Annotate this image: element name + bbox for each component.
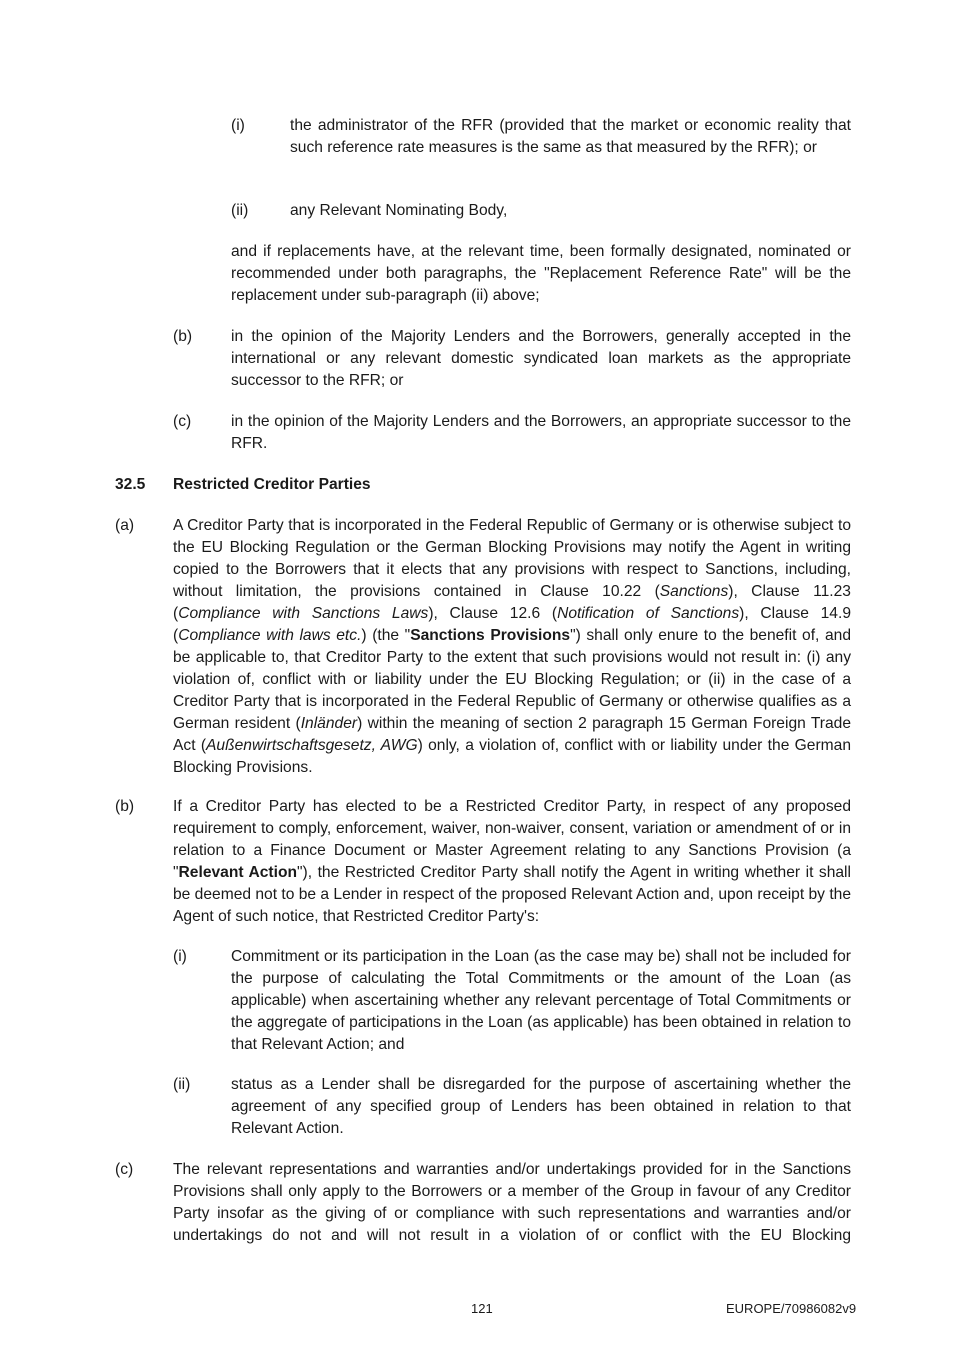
document-reference: EUROPE/70986082v9 bbox=[726, 1301, 857, 1316]
clause-b-sub-ii-text: status as a Lender shall be disregarded for the purpose of ascertaining whether the agreement of any specified group of Lenders has been obtained in relation to that Relevant Action. bbox=[231, 1076, 851, 1137]
section-title: Restricted Creditor Parties bbox=[173, 476, 371, 493]
continuation-paragraph: and if replacements have, at the relevant time, been formally designated, nominated or recommended under both paragraphs, the "Replacement Reference Rate" will be the replacement under sub-paragraph (ii) above; bbox=[231, 243, 851, 304]
section-number: 32.5 bbox=[115, 476, 146, 493]
para-b-top-label: (b) bbox=[173, 328, 193, 345]
clause-b-label: (b) bbox=[115, 798, 135, 815]
clause-a-label: (a) bbox=[115, 517, 135, 534]
clause-b-sub-i-text: Commitment or its participation in the Loan (as the case may be) shall not be included for the purpose of calculating the Total Commitments or the amount of the Loan (as applicable) when ascertaining whether any relevant percentage of Total Commitments or the aggregate of participations in the Loan (as applicable) has been obtained in relation to that Relevant Action; and bbox=[231, 948, 851, 1053]
list-label-i: (i) bbox=[231, 117, 245, 134]
clause-b-sub-i-label: (i) bbox=[173, 948, 187, 965]
list-label-ii: (ii) bbox=[231, 202, 249, 219]
clause-c-text: The relevant representations and warranties and/or undertakings provided for in the Sanctions Provisions shall only apply to the Borrowers or a member of the Group in favour of any Creditor Party insofar as the giving of or compliance with such representations and warranties and/or undertakings do not and will not result in a violation of or conflict with the EU Blocking bbox=[173, 1161, 851, 1244]
clause-b-text: If a Creditor Party has elected to be a Restricted Creditor Party, in respect of any proposed requirement to comply, enforcement, waiver, non-waiver, consent, variation or amendment of or in relation to a Finance Document or Master Agreement relating to any Sanctions Provision (a "Relevant Action"), the Restricted Creditor Party shall notify the Agent in writing whether it shall be deemed not to be a Lender in respect of the proposed Relevant Action and, upon receipt by the Agent of such notice, that Restricted Creditor Party's: bbox=[173, 798, 851, 925]
clause-a-text: A Creditor Party that is incorporated in the Federal Republic of Germany or is otherwise subject to the EU Blocking Regulation or the German Blocking Provisions may notify the Agent in writing copied to the Borrowers that it elects that any provisions with respect to Sanctions, including, without limitation, the provisions contained in Clause 10.22 (Sanctions), Clause 11.23 (Compliance with Sanctions Laws), Clause 12.6 (Notification of Sanctions), Clause 14.9 (Compliance with laws etc.) (the "Sanctions Provisions") shall only enure to the benefit of, and be applicable to, that Creditor Party to the extent that such provisions would not result in: (i) any violation of, conflict with or liability under the EU Blocking Regulation; or (ii) in the case of a Creditor Party that is incorporated in the Federal Republic of Germany or otherwise qualifies as a German resident (Inländer) within the meaning of section 2 paragraph 15 German Foreign Trade Act (Außenwirtschaftsgesetz, AWG) only, a violation of, conflict with or liability under the German Blocking Provisions. bbox=[173, 517, 852, 776]
para-b-top-text: in the opinion of the Majority Lenders and the Borrowers, generally accepted in the international or any relevant domestic syndicated loan markets as the appropriate successor to the RFR; or bbox=[231, 328, 851, 389]
para-c-top-label: (c) bbox=[173, 413, 192, 430]
clause-c-label: (c) bbox=[115, 1161, 134, 1178]
para-c-top-text: in the opinion of the Majority Lenders and the Borrowers, an appropriate successor to the RFR. bbox=[231, 413, 851, 452]
list-item-ii-text: any Relevant Nominating Body, bbox=[290, 202, 508, 219]
list-item-i-text: the administrator of the RFR (provided that the market or economic reality that such reference rate measures is the same as that measured by the RFR); or bbox=[290, 117, 851, 156]
page-number: 121 bbox=[471, 1301, 493, 1316]
clause-b-sub-ii-label: (ii) bbox=[173, 1076, 191, 1093]
